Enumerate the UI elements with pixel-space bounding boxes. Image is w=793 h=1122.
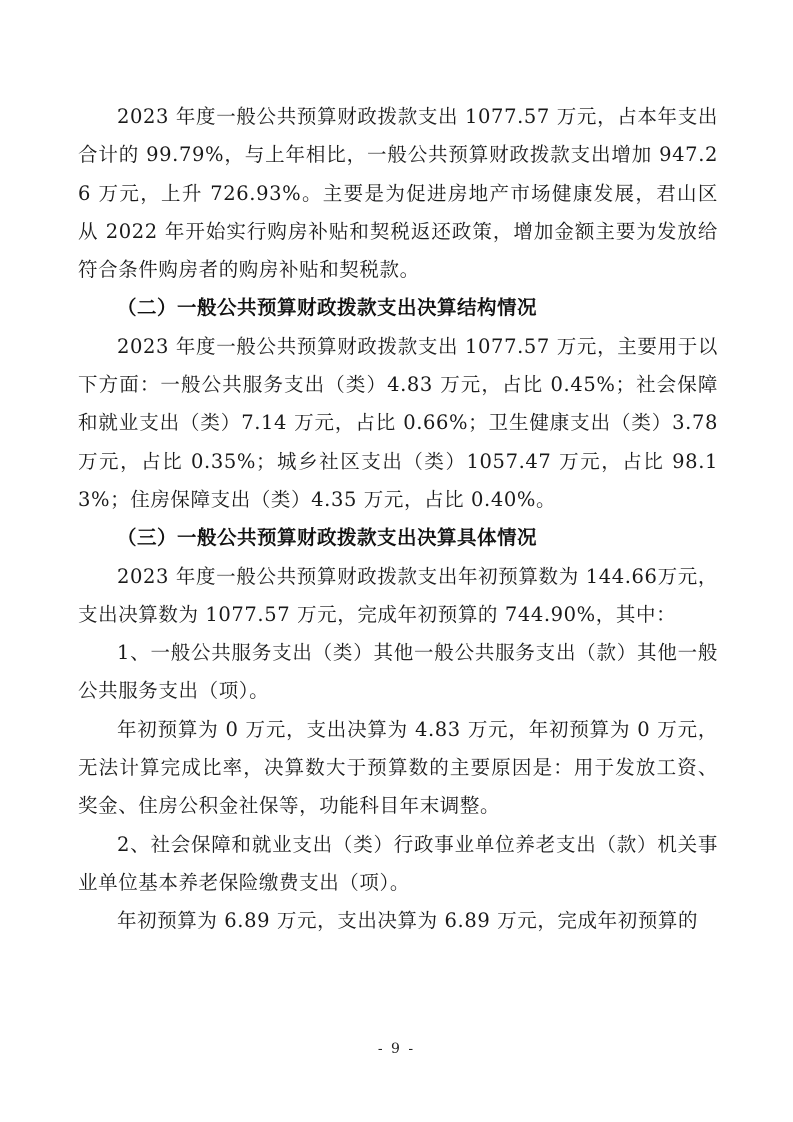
paragraph-item-1-detail: 年初预算为 0 万元，支出决算为 4.83 万元，年初预算为 0 万元，无法计算完成比率，决算数大于预算数的主要原因是：用于发放工资、奖金、住房公积金社保等，功能科目年末调整。: [78, 717, 718, 818]
section-heading-structure: （二）一般公共预算财政拨款支出决算结构情况: [117, 296, 538, 320]
paragraph-item-1-title: 1、一般公共服务支出（类）其他一般公共服务支出（款）其他一般公共服务支出（项）。: [78, 641, 718, 703]
page-number: - 9 -: [377, 1041, 416, 1057]
paragraph-item-2-detail: 年初预算为 6.89 万元，支出决算为 6.89 万元，完成年初预算的: [117, 909, 699, 933]
paragraph-budget-overview: 2023 年度一般公共预算财政拨款支出年初预算数为 144.66万元，支出决算数为 1077.57 万元，完成年初预算的 744.90%，其中：: [78, 564, 718, 626]
section-heading-details: （三）一般公共预算财政拨款支出决算具体情况: [117, 526, 538, 550]
paragraph-item-2-title: 2、社会保障和就业支出（类）行政事业单位养老支出（款）机关事业单位基本养老保险缴费支出（项）。: [78, 832, 718, 894]
paragraph-expenditure-summary: 2023 年度一般公共预算财政拨款支出 1077.57 万元，占本年支出合计的 99.79%，与上年相比，一般公共预算财政拨款支出增加 947.26 万元，上升 726.93%。主要是为促进房地产市场健康发展，君山区从 2022 年开始实行购房补贴和契税返还政策，增加金额主要为发放给符合条件购房者的购房补贴和契税款。: [78, 105, 718, 282]
paragraph-expenditure-structure: 2023 年度一般公共预算财政拨款支出 1077.57 万元，主要用于以下方面：一般公共服务支出（类）4.83 万元，占比 0.45%；社会保障和就业支出（类）7.14 万元，占比 0.66%；卫生健康支出（类）3.78 万元，占比 0.35%；城乡社区支出（类）1057.47 万元，占比 98.13%；住房保障支出（类）4.35 万元，占比 0.40%。: [78, 334, 718, 511]
document-body: [78, 98, 718, 941]
